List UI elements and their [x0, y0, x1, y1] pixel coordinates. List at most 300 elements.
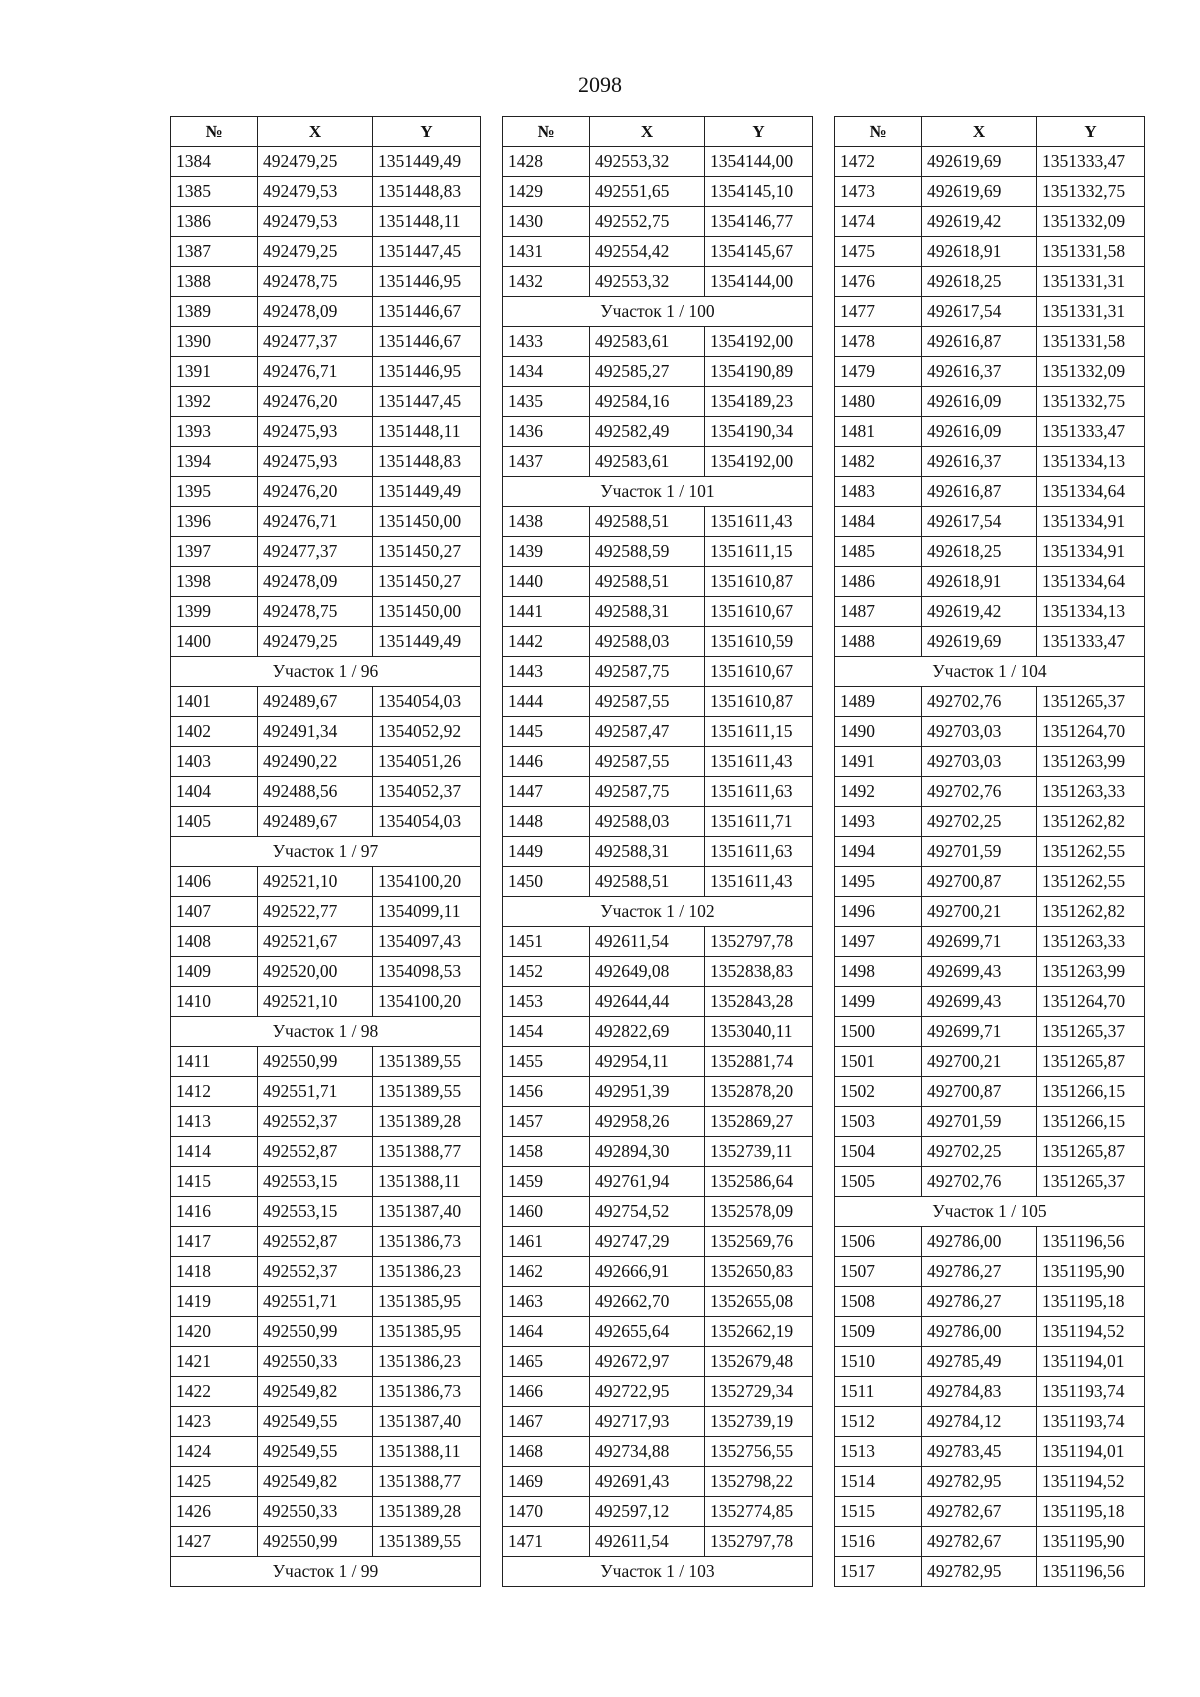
section-row — [503, 897, 813, 927]
point-number-cell: 1441 — [503, 597, 590, 627]
y-cell: 1351195,90 — [1037, 1527, 1145, 1557]
y-cell: 1351332,09 — [1037, 207, 1145, 237]
x-cell: 492616,37 — [922, 447, 1037, 477]
x-cell: 492701,59 — [922, 1107, 1037, 1137]
header-y: Y — [1037, 117, 1145, 147]
x-cell: 492703,03 — [922, 747, 1037, 777]
table-row — [503, 987, 813, 1017]
y-cell: 1351195,18 — [1037, 1497, 1145, 1527]
point-number-cell: 1497 — [835, 927, 922, 957]
table-row — [171, 957, 481, 987]
x-cell: 492784,83 — [922, 1377, 1037, 1407]
table-row — [171, 1257, 481, 1287]
x-cell: 492782,67 — [922, 1497, 1037, 1527]
section-row — [503, 297, 813, 327]
y-cell: 1351263,99 — [1037, 747, 1145, 777]
x-cell: 492521,10 — [258, 987, 373, 1017]
table-row — [171, 1317, 481, 1347]
x-cell: 492702,25 — [922, 1137, 1037, 1167]
x-cell: 492702,76 — [922, 777, 1037, 807]
y-cell: 1352843,28 — [705, 987, 813, 1017]
x-cell: 492672,97 — [590, 1347, 705, 1377]
table-row — [835, 1467, 1145, 1497]
y-cell: 1354098,53 — [373, 957, 481, 987]
table-row — [171, 477, 481, 507]
y-cell: 1352774,85 — [705, 1497, 813, 1527]
x-cell: 492477,37 — [258, 537, 373, 567]
y-cell: 1351195,90 — [1037, 1257, 1145, 1287]
point-number-cell: 1473 — [835, 177, 922, 207]
point-number-cell: 1432 — [503, 267, 590, 297]
x-cell: 492616,87 — [922, 327, 1037, 357]
section-label: Участок 1 / 100 — [503, 297, 813, 327]
table-row — [835, 207, 1145, 237]
table-row — [835, 237, 1145, 267]
table-row — [171, 1347, 481, 1377]
x-cell: 492699,71 — [922, 1017, 1037, 1047]
x-cell: 492783,45 — [922, 1437, 1037, 1467]
table-row — [171, 1197, 481, 1227]
table-row — [503, 147, 813, 177]
x-cell: 492587,55 — [590, 747, 705, 777]
point-number-cell: 1452 — [503, 957, 590, 987]
y-cell: 1351611,15 — [705, 537, 813, 567]
y-cell: 1354052,37 — [373, 777, 481, 807]
x-cell: 492489,67 — [258, 687, 373, 717]
y-cell: 1354189,23 — [705, 387, 813, 417]
y-cell: 1351332,75 — [1037, 387, 1145, 417]
y-cell: 1351263,33 — [1037, 777, 1145, 807]
point-number-cell: 1513 — [835, 1437, 922, 1467]
x-cell: 492786,00 — [922, 1227, 1037, 1257]
y-cell: 1351262,55 — [1037, 837, 1145, 867]
y-cell: 1351193,74 — [1037, 1407, 1145, 1437]
x-cell: 492699,43 — [922, 987, 1037, 1017]
table-row — [171, 1377, 481, 1407]
y-cell: 1352739,19 — [705, 1407, 813, 1437]
y-cell: 1354145,67 — [705, 237, 813, 267]
table-row — [503, 327, 813, 357]
point-number-cell: 1399 — [171, 597, 258, 627]
point-number-cell: 1488 — [835, 627, 922, 657]
point-number-cell: 1504 — [835, 1137, 922, 1167]
point-number-cell: 1427 — [171, 1527, 258, 1557]
point-number-cell: 1384 — [171, 147, 258, 177]
point-number-cell: 1409 — [171, 957, 258, 987]
point-number-cell: 1397 — [171, 537, 258, 567]
x-cell: 492478,09 — [258, 297, 373, 327]
table-row — [835, 1107, 1145, 1137]
point-number-cell: 1480 — [835, 387, 922, 417]
table-row — [503, 1227, 813, 1257]
x-cell: 492618,25 — [922, 267, 1037, 297]
x-cell: 492597,12 — [590, 1497, 705, 1527]
point-number-cell: 1514 — [835, 1467, 922, 1497]
y-cell: 1351263,99 — [1037, 957, 1145, 987]
x-cell: 492489,67 — [258, 807, 373, 837]
y-cell: 1351450,00 — [373, 507, 481, 537]
y-cell: 1351446,95 — [373, 357, 481, 387]
point-number-cell: 1386 — [171, 207, 258, 237]
x-cell: 492761,94 — [590, 1167, 705, 1197]
x-cell: 492475,93 — [258, 417, 373, 447]
section-label: Участок 1 / 103 — [503, 1557, 813, 1587]
table-row — [835, 1017, 1145, 1047]
y-cell: 1351449,49 — [373, 627, 481, 657]
y-cell: 1351386,23 — [373, 1257, 481, 1287]
point-number-cell: 1413 — [171, 1107, 258, 1137]
point-number-cell: 1390 — [171, 327, 258, 357]
y-cell: 1351610,67 — [705, 597, 813, 627]
x-cell: 492479,25 — [258, 627, 373, 657]
y-cell: 1354146,77 — [705, 207, 813, 237]
y-cell: 1351449,49 — [373, 477, 481, 507]
point-number-cell: 1512 — [835, 1407, 922, 1437]
point-number-cell: 1481 — [835, 417, 922, 447]
table-row — [503, 1167, 813, 1197]
table-row — [503, 207, 813, 237]
table-row — [503, 1137, 813, 1167]
table-row — [171, 987, 481, 1017]
point-number-cell: 1448 — [503, 807, 590, 837]
y-cell: 1351388,11 — [373, 1167, 481, 1197]
point-number-cell: 1466 — [503, 1377, 590, 1407]
x-cell: 492786,00 — [922, 1317, 1037, 1347]
table-row — [171, 1467, 481, 1497]
y-cell: 1351611,71 — [705, 807, 813, 837]
y-cell: 1351264,70 — [1037, 717, 1145, 747]
y-cell: 1351389,55 — [373, 1527, 481, 1557]
x-cell: 492476,20 — [258, 477, 373, 507]
point-number-cell: 1500 — [835, 1017, 922, 1047]
y-cell: 1351387,40 — [373, 1407, 481, 1437]
table-header-row — [503, 117, 813, 147]
x-cell: 492588,51 — [590, 867, 705, 897]
table-row — [835, 417, 1145, 447]
y-cell: 1354099,11 — [373, 897, 481, 927]
table-row — [835, 1407, 1145, 1437]
point-number-cell: 1508 — [835, 1287, 922, 1317]
y-cell: 1354054,03 — [373, 687, 481, 717]
y-cell: 1352838,83 — [705, 957, 813, 987]
point-number-cell: 1499 — [835, 987, 922, 1017]
table-row — [835, 1227, 1145, 1257]
x-cell: 492655,64 — [590, 1317, 705, 1347]
point-number-cell: 1469 — [503, 1467, 590, 1497]
point-number-cell: 1460 — [503, 1197, 590, 1227]
table-row — [171, 177, 481, 207]
table-row — [835, 1437, 1145, 1467]
point-number-cell: 1474 — [835, 207, 922, 237]
table-row — [503, 1377, 813, 1407]
point-number-cell: 1392 — [171, 387, 258, 417]
point-number-cell: 1498 — [835, 957, 922, 987]
x-cell: 492490,22 — [258, 747, 373, 777]
point-number-cell: 1447 — [503, 777, 590, 807]
x-cell: 492550,33 — [258, 1347, 373, 1377]
x-cell: 492666,91 — [590, 1257, 705, 1287]
table-row — [835, 987, 1145, 1017]
point-number-cell: 1479 — [835, 357, 922, 387]
point-number-cell: 1412 — [171, 1077, 258, 1107]
y-cell: 1352869,27 — [705, 1107, 813, 1137]
point-number-cell: 1517 — [835, 1557, 922, 1587]
x-cell: 492552,75 — [590, 207, 705, 237]
y-cell: 1351331,31 — [1037, 297, 1145, 327]
y-cell: 1351195,18 — [1037, 1287, 1145, 1317]
table-row — [835, 777, 1145, 807]
header-number: № — [171, 117, 258, 147]
y-cell: 1351447,45 — [373, 237, 481, 267]
point-number-cell: 1502 — [835, 1077, 922, 1107]
x-cell: 492611,54 — [590, 927, 705, 957]
x-cell: 492700,21 — [922, 897, 1037, 927]
y-cell: 1352739,11 — [705, 1137, 813, 1167]
point-number-cell: 1440 — [503, 567, 590, 597]
x-cell: 492588,31 — [590, 597, 705, 627]
table-row — [171, 867, 481, 897]
table-row — [503, 1107, 813, 1137]
y-cell: 1351446,67 — [373, 297, 481, 327]
table-row — [503, 1317, 813, 1347]
y-cell: 1351611,63 — [705, 777, 813, 807]
point-number-cell: 1420 — [171, 1317, 258, 1347]
point-number-cell: 1475 — [835, 237, 922, 267]
coordinates-table-2 — [502, 116, 812, 1587]
y-cell: 1352662,19 — [705, 1317, 813, 1347]
table-row — [171, 507, 481, 537]
table-row — [835, 147, 1145, 177]
point-number-cell: 1398 — [171, 567, 258, 597]
x-cell: 492700,87 — [922, 867, 1037, 897]
table-row — [835, 477, 1145, 507]
section-row — [171, 657, 481, 687]
point-number-cell: 1458 — [503, 1137, 590, 1167]
y-cell: 1351262,82 — [1037, 807, 1145, 837]
table-row — [503, 1047, 813, 1077]
point-number-cell: 1444 — [503, 687, 590, 717]
x-cell: 492702,25 — [922, 807, 1037, 837]
table-row — [171, 1137, 481, 1167]
point-number-cell: 1425 — [171, 1467, 258, 1497]
y-cell: 1351389,55 — [373, 1077, 481, 1107]
x-cell: 492954,11 — [590, 1047, 705, 1077]
point-number-cell: 1443 — [503, 657, 590, 687]
header-x: X — [590, 117, 705, 147]
x-cell: 492588,03 — [590, 807, 705, 837]
table-row — [171, 747, 481, 777]
x-cell: 492475,93 — [258, 447, 373, 477]
table-row — [171, 1497, 481, 1527]
header-y: Y — [373, 117, 481, 147]
table-row — [171, 327, 481, 357]
x-cell: 492476,71 — [258, 357, 373, 387]
point-number-cell: 1489 — [835, 687, 922, 717]
table-row — [503, 777, 813, 807]
x-cell: 492616,87 — [922, 477, 1037, 507]
x-cell: 492588,51 — [590, 567, 705, 597]
point-number-cell: 1492 — [835, 777, 922, 807]
x-cell: 492554,42 — [590, 237, 705, 267]
x-cell: 492951,39 — [590, 1077, 705, 1107]
table-row — [503, 357, 813, 387]
table-row — [503, 867, 813, 897]
table-row — [835, 1287, 1145, 1317]
y-cell: 1351196,56 — [1037, 1557, 1145, 1587]
y-cell: 1351611,43 — [705, 507, 813, 537]
table-row — [503, 627, 813, 657]
x-cell: 492588,51 — [590, 507, 705, 537]
table-row — [171, 777, 481, 807]
table-row — [835, 687, 1145, 717]
table-row — [171, 597, 481, 627]
x-cell: 492662,70 — [590, 1287, 705, 1317]
table-row — [171, 147, 481, 177]
y-cell: 1354052,92 — [373, 717, 481, 747]
table-row — [835, 1557, 1145, 1587]
x-cell: 492619,69 — [922, 627, 1037, 657]
y-cell: 1352881,74 — [705, 1047, 813, 1077]
y-cell: 1351193,74 — [1037, 1377, 1145, 1407]
x-cell: 492488,56 — [258, 777, 373, 807]
section-label: Участок 1 / 98 — [171, 1017, 481, 1047]
x-cell: 492702,76 — [922, 687, 1037, 717]
header-x: X — [258, 117, 373, 147]
section-label: Участок 1 / 101 — [503, 477, 813, 507]
point-number-cell: 1464 — [503, 1317, 590, 1347]
point-number-cell: 1463 — [503, 1287, 590, 1317]
table-row — [503, 1497, 813, 1527]
table-row — [171, 297, 481, 327]
point-number-cell: 1487 — [835, 597, 922, 627]
point-number-cell: 1402 — [171, 717, 258, 747]
x-cell: 492478,75 — [258, 267, 373, 297]
x-cell: 492521,10 — [258, 867, 373, 897]
table-row — [503, 957, 813, 987]
section-row — [503, 477, 813, 507]
table-row — [171, 627, 481, 657]
table-row — [835, 1347, 1145, 1377]
y-cell: 1351332,09 — [1037, 357, 1145, 387]
table-row — [503, 927, 813, 957]
y-cell: 1351333,47 — [1037, 147, 1145, 177]
point-number-cell: 1433 — [503, 327, 590, 357]
point-number-cell: 1436 — [503, 417, 590, 447]
point-number-cell: 1483 — [835, 477, 922, 507]
x-cell: 492619,42 — [922, 597, 1037, 627]
table-row — [835, 1077, 1145, 1107]
point-number-cell: 1455 — [503, 1047, 590, 1077]
x-cell: 492786,27 — [922, 1287, 1037, 1317]
x-cell: 492611,54 — [590, 1527, 705, 1557]
point-number-cell: 1411 — [171, 1047, 258, 1077]
page-number: 2098 — [578, 72, 622, 97]
table-row — [171, 447, 481, 477]
y-cell: 1351386,73 — [373, 1227, 481, 1257]
point-number-cell: 1406 — [171, 867, 258, 897]
y-cell: 1351389,55 — [373, 1047, 481, 1077]
x-cell: 492700,21 — [922, 1047, 1037, 1077]
y-cell: 1351265,37 — [1037, 687, 1145, 717]
y-cell: 1351450,00 — [373, 597, 481, 627]
y-cell: 1351386,73 — [373, 1377, 481, 1407]
section-row — [171, 1557, 481, 1587]
y-cell: 1351448,11 — [373, 207, 481, 237]
x-cell: 492477,37 — [258, 327, 373, 357]
point-number-cell: 1421 — [171, 1347, 258, 1377]
y-cell: 1352655,08 — [705, 1287, 813, 1317]
x-cell: 492786,27 — [922, 1257, 1037, 1287]
x-cell: 492550,33 — [258, 1497, 373, 1527]
y-cell: 1352586,64 — [705, 1167, 813, 1197]
point-number-cell: 1407 — [171, 897, 258, 927]
table-row — [171, 237, 481, 267]
x-cell: 492649,08 — [590, 957, 705, 987]
table-row — [835, 627, 1145, 657]
point-number-cell: 1400 — [171, 627, 258, 657]
point-number-cell: 1468 — [503, 1437, 590, 1467]
table-row — [503, 447, 813, 477]
table-row — [171, 207, 481, 237]
x-cell: 492701,59 — [922, 837, 1037, 867]
point-number-cell: 1495 — [835, 867, 922, 897]
section-label: Участок 1 / 99 — [171, 1557, 481, 1587]
x-cell: 492616,37 — [922, 357, 1037, 387]
point-number-cell: 1461 — [503, 1227, 590, 1257]
y-cell: 1354097,43 — [373, 927, 481, 957]
table-row — [835, 1527, 1145, 1557]
table-row — [171, 1167, 481, 1197]
x-cell: 492552,37 — [258, 1107, 373, 1137]
x-cell: 492619,69 — [922, 147, 1037, 177]
y-cell: 1351334,91 — [1037, 537, 1145, 567]
y-cell: 1351194,52 — [1037, 1467, 1145, 1497]
table-row — [503, 1467, 813, 1497]
table-row — [503, 657, 813, 687]
y-cell: 1351448,11 — [373, 417, 481, 447]
table-row — [835, 507, 1145, 537]
point-number-cell: 1426 — [171, 1497, 258, 1527]
x-cell: 492747,29 — [590, 1227, 705, 1257]
x-cell: 492549,55 — [258, 1437, 373, 1467]
y-cell: 1352797,78 — [705, 1527, 813, 1557]
x-cell: 492583,61 — [590, 447, 705, 477]
table-row — [835, 267, 1145, 297]
coordinates-table-3 — [834, 116, 1144, 1587]
table-row — [503, 1077, 813, 1107]
x-cell: 492583,61 — [590, 327, 705, 357]
section-row — [835, 657, 1145, 687]
x-cell: 492552,37 — [258, 1257, 373, 1287]
point-number-cell: 1423 — [171, 1407, 258, 1437]
table-row — [835, 1137, 1145, 1167]
y-cell: 1351448,83 — [373, 177, 481, 207]
table-row — [503, 177, 813, 207]
x-cell: 492521,67 — [258, 927, 373, 957]
point-number-cell: 1465 — [503, 1347, 590, 1377]
x-cell: 492478,75 — [258, 597, 373, 627]
y-cell: 1351266,15 — [1037, 1077, 1145, 1107]
x-cell: 492587,55 — [590, 687, 705, 717]
y-cell: 1351194,52 — [1037, 1317, 1145, 1347]
point-number-cell: 1394 — [171, 447, 258, 477]
table-row — [503, 1197, 813, 1227]
y-cell: 1351194,01 — [1037, 1347, 1145, 1377]
table-row — [503, 1257, 813, 1287]
x-cell: 492550,99 — [258, 1047, 373, 1077]
y-cell: 1354190,89 — [705, 357, 813, 387]
section-row — [171, 837, 481, 867]
